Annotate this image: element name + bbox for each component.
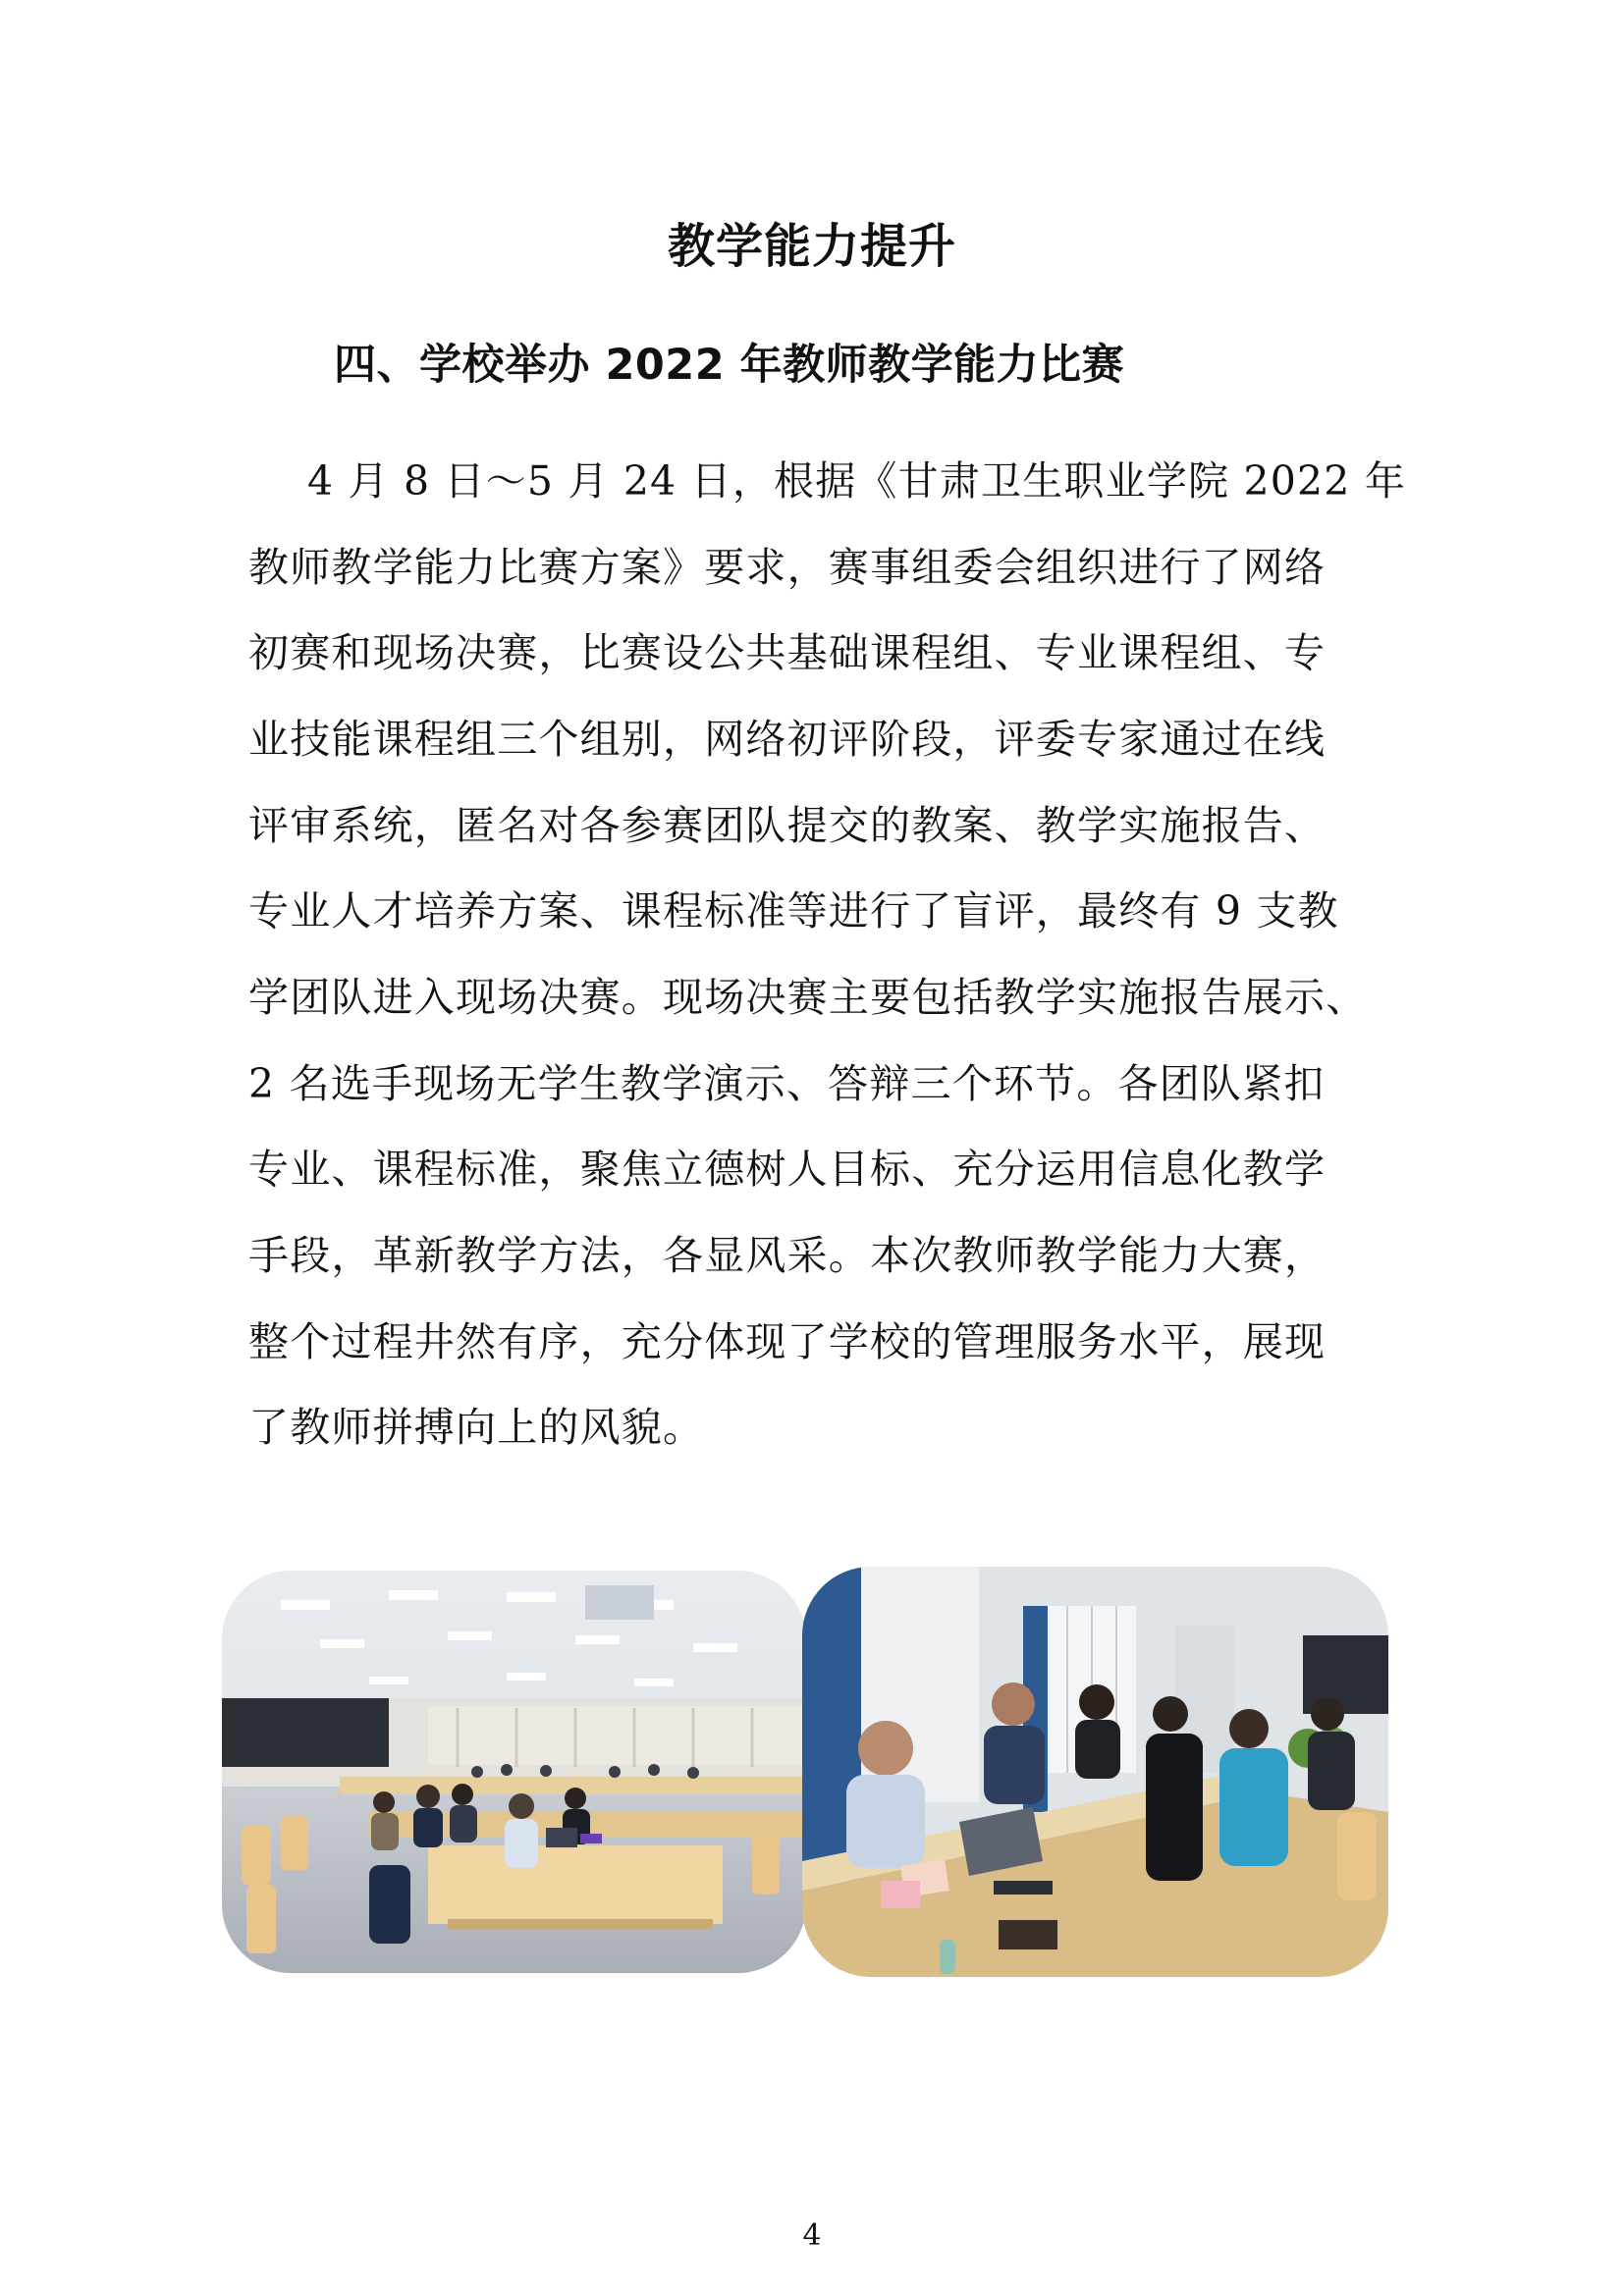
paragraph-line: 教师教学能力比赛方案》要求，赛事组委会组织进行了网络: [248, 544, 1326, 591]
paragraph-line: 2 名选手现场无学生教学演示、答辩三个环节。各团队紧扣: [248, 1060, 1326, 1107]
competition-room-wide-photo: [222, 1571, 806, 1973]
paragraph-line: 业技能课程组三个组别，网络初评阶段，评委专家通过在线: [248, 716, 1326, 763]
paragraph-line: 整个过程井然有序，充分体现了学校的管理服务水平，展现: [248, 1318, 1326, 1365]
paragraph-line: 了教师拼搏向上的风貌。: [248, 1404, 705, 1451]
paragraph-line: 专业、课程标准，聚焦立德树人目标、充分运用信息化教学: [248, 1146, 1326, 1193]
page-number: 4: [802, 2218, 822, 2253]
paragraph-line: 初赛和现场决赛，比赛设公共基础课程组、专业课程组、专: [248, 629, 1326, 676]
paragraph-line: 手段，革新教学方法，各显风采。本次教师教学能力大赛，: [248, 1232, 1326, 1279]
paragraph-line: 4 月 8 日～5 月 24 日，根据《甘肃卫生职业学院 2022 年: [307, 457, 1407, 505]
page-title: 教学能力提升: [667, 219, 956, 274]
judges-table-photo: [802, 1567, 1388, 1977]
paragraph-line: 专业人才培养方案、课程标准等进行了盲评，最终有 9 支教: [248, 887, 1339, 934]
paragraph-line: 评审系统，匿名对各参赛团队提交的教案、教学实施报告、: [248, 802, 1326, 849]
section-heading: 四、学校举办 2022 年教师教学能力比赛: [334, 341, 1125, 390]
paragraph-line: 学团队进入现场决赛。现场决赛主要包括教学实施报告展示、: [248, 974, 1368, 1021]
